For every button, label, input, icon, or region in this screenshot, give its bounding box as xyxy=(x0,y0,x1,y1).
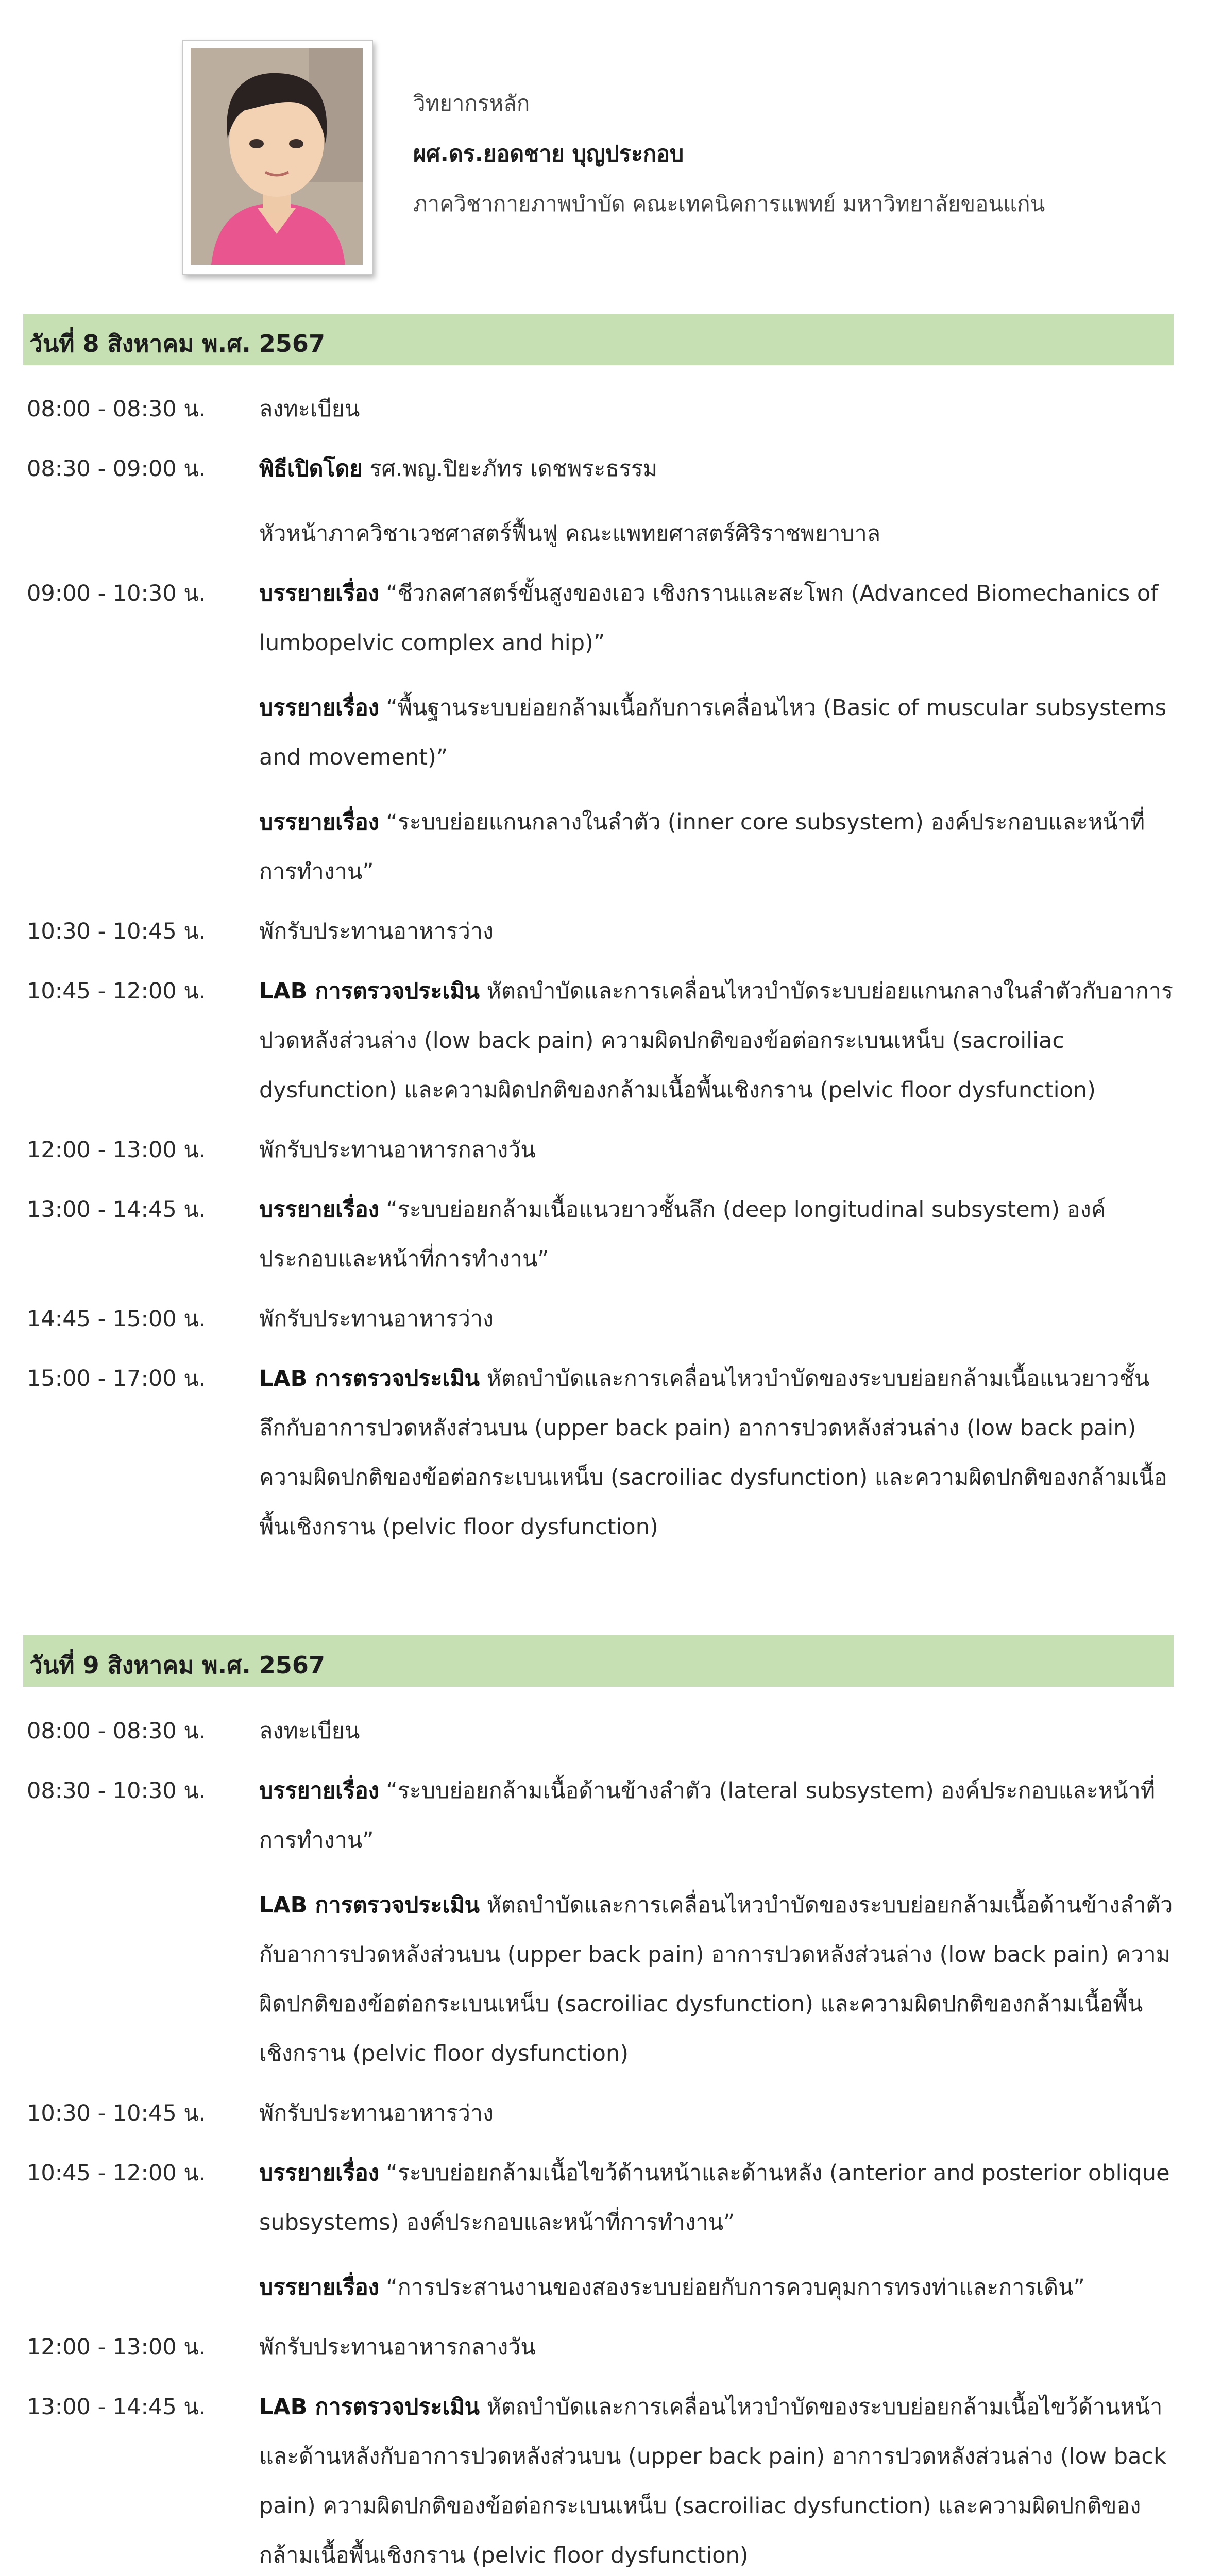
schedule-time: 10:30 - 10:45 น. xyxy=(27,919,206,944)
schedule-description xyxy=(259,967,1174,1115)
schedule-entry xyxy=(259,509,1174,558)
schedule-entry xyxy=(259,2089,1174,2138)
schedule-description xyxy=(259,2089,1174,2138)
schedule-time: 10:30 - 10:45 น. xyxy=(27,2100,206,2126)
schedule-entry xyxy=(259,1125,1174,1175)
schedule-entry xyxy=(259,569,1174,668)
entry-text: “ระบบย่อยกล้ามเนื้อด้านข้างลำตัว (lateral subsystem) องค์ประกอบและหน้าที่การทำงาน” xyxy=(259,1778,1156,1853)
schedule-entry xyxy=(259,2323,1174,2372)
schedule-description xyxy=(259,1706,1174,1756)
schedule-time: 12:00 - 13:00 น. xyxy=(27,2334,206,2360)
entry-text: พักรับประทานอาหารว่าง xyxy=(259,1306,494,1332)
speaker-affiliation: ภาควิชากายภาพบำบัด คณะเทคนิคการแพทย์ มหาวิทยาลัยขอนแก่น xyxy=(413,191,1045,216)
entry-label: พิธีเปิดโดย xyxy=(259,456,363,482)
schedule-entry xyxy=(259,907,1174,956)
schedule-row xyxy=(0,907,1205,956)
schedule-entry xyxy=(259,1706,1174,1756)
entry-text: หัตถบำบัดและการเคลื่อนไหวบำบัดของระบบย่อยกล้ามเนื้อแนวยาวชั้นลึกกับอาการปวดหลังส่วนบน (upper back pain) อาการปวดหลังส่วนล่าง (low back pain) ความผิดปกติของข้อต่อกระเบนเหน็บ (sacroiliac dysfunction) และความผิดปกติของกล้ามเนื้อพื้นเชิงกราน (pelvic floor dysfunction) xyxy=(259,1366,1167,1540)
schedule-row xyxy=(0,2382,1205,2576)
schedule-entry xyxy=(259,1354,1174,1552)
entry-label: บรรยายเรื่อง xyxy=(259,695,379,721)
day-1-title: วันที่ 8 สิงหาคม พ.ศ. 2567 xyxy=(29,330,325,358)
speaker-role: วิทยากรหลัก xyxy=(413,91,530,116)
day-2-header xyxy=(23,1635,1174,1687)
schedule-description xyxy=(259,384,1174,434)
day-1-schedule xyxy=(0,384,1205,1552)
schedule-row xyxy=(0,444,1205,558)
schedule-time: 13:00 - 14:45 น. xyxy=(27,1197,206,1223)
schedule-entry xyxy=(259,1294,1174,1344)
entry-text: “พื้นฐานระบบย่อยกล้ามเนื้อกับการเคลื่อนไหว (Basic of muscular subsystems and movement)” xyxy=(259,695,1167,770)
entry-text: พักรับประทานอาหารว่าง xyxy=(259,2100,494,2126)
entry-text: หัตถบำบัดและการเคลื่อนไหวบำบัดระบบย่อยแกนกลางในลำตัวกับอาการปวดหลังส่วนล่าง (low back pain) ความผิดปกติของข้อต่อกระเบนเหน็บ (sacroiliac dysfunction) และความผิดปกติของกล้ามเนื้อพื้นเชิงกราน (pelvic floor dysfunction) xyxy=(259,978,1174,1103)
schedule-time: 08:30 - 09:00 น. xyxy=(27,456,206,482)
entry-text: พักรับประทานอาหารกลางวัน xyxy=(259,2334,536,2360)
entry-label: บรรยายเรื่อง xyxy=(259,809,379,835)
entry-label: บรรยายเรื่อง xyxy=(259,1197,379,1223)
entry-label: บรรยายเรื่อง xyxy=(259,2275,379,2300)
schedule-entry xyxy=(259,798,1174,896)
schedule-time: 08:30 - 10:30 น. xyxy=(27,1778,206,1804)
speaker-block xyxy=(182,40,1161,277)
schedule-description xyxy=(259,444,1174,558)
schedule-row xyxy=(0,967,1205,1115)
schedule-row xyxy=(0,1294,1205,1344)
schedule-description xyxy=(259,2382,1174,2576)
schedule-description xyxy=(259,1294,1174,1344)
schedule-entry xyxy=(259,1766,1174,1865)
speaker-photo xyxy=(191,48,363,265)
entry-text: “ระบบย่อยแกนกลางในลำตัว (inner core subsystem) องค์ประกอบและหน้าที่การทำงาน” xyxy=(259,809,1145,885)
entry-label: LAB การตรวจประเมิน xyxy=(259,978,480,1004)
schedule-entry xyxy=(259,683,1174,782)
entry-label: บรรยายเรื่อง xyxy=(259,2160,379,2186)
schedule-row xyxy=(0,569,1205,896)
schedule-row xyxy=(0,1185,1205,1284)
entry-text: หัตถบำบัดและการเคลื่อนไหวบำบัดของระบบย่อยกล้ามเนื้อไขว้ด้านหน้าและด้านหลังกับอาการปวดหลังส่วนบน (upper back pain) อาการปวดหลังส่วนล่าง (low back pain) ความผิดปกติของข้อต่อกระเบนเหน็บ (sacroiliac dysfunction) และความผิดปกติของกล้ามเนื้อพื้นเชิงกราน (pelvic floor dysfunction) xyxy=(259,2394,1166,2568)
schedule-entry xyxy=(259,2382,1174,2576)
schedule-time: 09:00 - 10:30 น. xyxy=(27,581,206,606)
schedule-description xyxy=(259,1185,1174,1284)
day-1-header xyxy=(23,314,1174,365)
schedule-row xyxy=(0,2323,1205,2372)
entry-text: ลงทะเบียน xyxy=(259,396,360,422)
schedule-time: 08:00 - 08:30 น. xyxy=(27,1718,206,1744)
entry-label: LAB การตรวจประเมิน xyxy=(259,2394,480,2420)
schedule-entry xyxy=(259,2148,1174,2247)
schedule-description xyxy=(259,2323,1174,2372)
schedule-description xyxy=(259,1354,1174,1552)
schedule-row xyxy=(0,1354,1205,1552)
entry-text: “การประสานงานของสองระบบย่อยกับการควบคุมการทรงท่าและการเดิน” xyxy=(379,2275,1085,2300)
entry-text: หัวหน้าภาควิชาเวชศาสตร์ฟื้นฟู คณะแพทยศาสตร์ศิริราชพยาบาล xyxy=(259,521,881,547)
schedule-row xyxy=(0,1706,1205,1756)
schedule-time: 12:00 - 13:00 น. xyxy=(27,1137,206,1163)
schedule-time: 14:45 - 15:00 น. xyxy=(27,1306,206,1332)
schedule-entry xyxy=(259,2263,1174,2312)
entry-text: พักรับประทานอาหารกลางวัน xyxy=(259,1137,536,1163)
schedule-entry xyxy=(259,444,1174,494)
schedule-entry xyxy=(259,384,1174,434)
speaker-name: ผศ.ดร.ยอดชาย บุญประกอบ xyxy=(413,141,684,167)
schedule-description xyxy=(259,1125,1174,1175)
entry-label: บรรยายเรื่อง xyxy=(259,581,379,606)
entry-text: “ระบบย่อยกล้ามเนื้อแนวยาวชั้นลึก (deep longitudinal subsystem) องค์ประกอบและหน้าที่การทำงาน” xyxy=(259,1197,1106,1272)
entry-label: LAB การตรวจประเมิน xyxy=(259,1892,480,1918)
schedule-time: 15:00 - 17:00 น. xyxy=(27,1366,206,1392)
schedule-description xyxy=(259,2148,1174,2312)
schedule-time: 13:00 - 14:45 น. xyxy=(27,2394,206,2420)
schedule-description xyxy=(259,907,1174,956)
schedule-description xyxy=(259,1766,1174,2078)
schedule-row xyxy=(0,2148,1205,2312)
entry-text: หัตถบำบัดและการเคลื่อนไหวบำบัดของระบบย่อยกล้ามเนื้อด้านข้างลำตัวกับอาการปวดหลังส่วนบน (upper back pain) อาการปวดหลังส่วนล่าง (low back pain) ความผิดปกติของข้อต่อกระเบนเหน็บ (sacroiliac dysfunction) และความผิดปกติของกล้ามเนื้อพื้นเชิงกราน (pelvic floor dysfunction) xyxy=(259,1892,1173,2066)
entry-label: บรรยายเรื่อง xyxy=(259,1778,379,1804)
entry-label: LAB การตรวจประเมิน xyxy=(259,1366,480,1392)
schedule-time: 10:45 - 12:00 น. xyxy=(27,978,206,1004)
day-2-title: วันที่ 9 สิงหาคม พ.ศ. 2567 xyxy=(29,1651,325,1679)
schedule-time: 10:45 - 12:00 น. xyxy=(27,2160,206,2186)
schedule-description xyxy=(259,569,1174,896)
schedule-entry xyxy=(259,1185,1174,1284)
schedule-entry xyxy=(259,1880,1174,2078)
schedule-row xyxy=(0,2089,1205,2138)
entry-text: พักรับประทานอาหารว่าง xyxy=(259,919,494,944)
schedule-row xyxy=(0,1125,1205,1175)
entry-text: “ระบบย่อยกล้ามเนื้อไขว้ด้านหน้าและด้านหลัง (anterior and posterior oblique subsystems) องค์ประกอบและหน้าที่การทำงาน” xyxy=(259,2160,1170,2235)
speaker-photo-frame xyxy=(182,40,373,275)
schedule-time: 08:00 - 08:30 น. xyxy=(27,396,206,422)
entry-text: “ชีวกลศาสตร์ขั้นสูงของเอว เชิงกรานและสะโพก (Advanced Biomechanics of lumbopelvic complex and hip)” xyxy=(259,581,1159,656)
schedule-row xyxy=(0,384,1205,434)
entry-text: ลงทะเบียน xyxy=(259,1718,360,1744)
schedule-entry xyxy=(259,967,1174,1115)
entry-text: รศ.พญ.ปิยะภัทร เดชพระธรรม xyxy=(362,456,658,482)
day-2-schedule xyxy=(0,1706,1205,2576)
schedule-row xyxy=(0,1766,1205,2078)
